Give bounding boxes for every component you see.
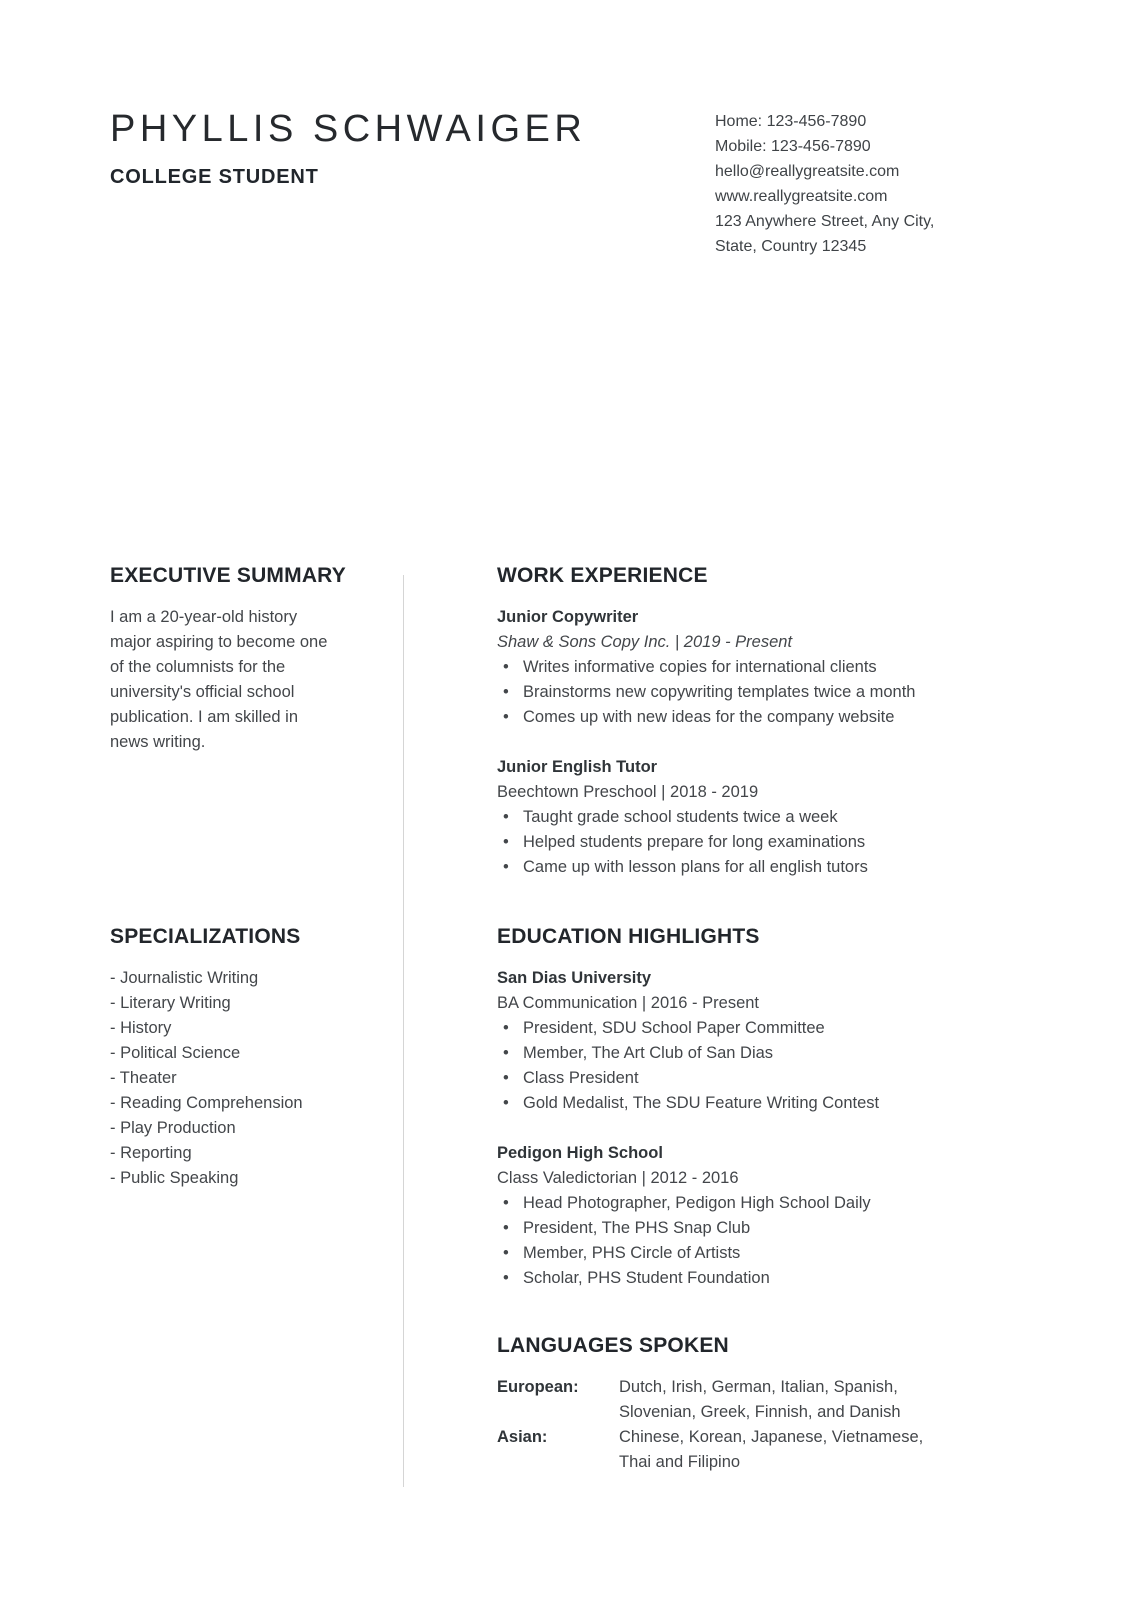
job-title: Junior Copywriter [497,608,639,626]
school-entry [497,1141,1042,1291]
job-bullet-list [497,655,1042,730]
contact-home-phone: Home: 123-456-7890 [715,113,867,130]
school-bullet: • Gold Medalist, The SDU Feature Writing Contest [497,1091,1042,1116]
school-bullet: • Member, PHS Circle of Artists [497,1241,1042,1266]
section-executive-summary [110,563,400,755]
specialization-item: - Play Production [110,1119,236,1137]
language-row [497,1375,1042,1425]
language-group-value [619,1375,959,1425]
school-degree-dates: Class Valedictorian | 2012 - 2016 [497,1169,739,1187]
specializations-list [110,966,400,1191]
section-work-experience [497,563,1042,880]
person-title: COLLEGE STUDENT [110,166,319,188]
specialization-item: - Reading Comprehension [110,1094,303,1112]
job-bullet: • Brainstorms new copywriting templates twice a month [497,680,1042,705]
specialization-item: - Journalistic Writing [110,969,259,987]
job-bullet-list [497,805,1042,880]
language-group-label: Asian: [497,1428,548,1446]
school-name: Pedigon High School [497,1144,663,1162]
language-group-label: European: [497,1378,579,1396]
school-bullet: • President, SDU School Paper Committee [497,1016,1042,1041]
job-bullet: • Taught grade school students twice a week [497,805,1042,830]
school-degree-dates: BA Communication | 2016 - Present [497,994,760,1012]
work-experience-heading: WORK EXPERIENCE [497,564,708,587]
language-value-line: Slovenian, Greek, Finnish, and Danish [619,1403,901,1421]
section-languages-spoken [497,1333,1042,1475]
language-value-line: Dutch, Irish, German, Italian, Spanish, [619,1378,898,1396]
section-education-highlights [497,924,1042,1291]
education-heading: EDUCATION HIGHLIGHTS [497,925,760,948]
school-entry [497,966,1042,1116]
languages-heading: LANGUAGES SPOKEN [497,1334,729,1357]
section-specializations [110,924,400,1191]
school-bullet-list [497,1016,1042,1116]
summary-line: I am a 20-year-old history [110,608,298,626]
summary-line: of the columnists for the [110,658,286,676]
job-company-dates: Beechtown Preschool | 2018 - 2019 [497,783,759,801]
specialization-item: - Literary Writing [110,994,231,1012]
school-bullet: • Head Photographer, Pedigon High School Daily [497,1191,1042,1216]
job-bullet: • Came up with lesson plans for all english tutors [497,855,1042,880]
language-row [497,1425,1042,1475]
job-entry [497,755,1042,880]
contact-mobile-phone: Mobile: 123-456-7890 [715,138,871,155]
contact-address-line1: 123 Anywhere Street, Any City, [715,213,935,230]
job-bullet: • Writes informative copies for international clients [497,655,1042,680]
summary-line: publication. I am skilled in [110,708,299,726]
contact-address-line2: State, Country 12345 [715,238,867,255]
job-title: Junior English Tutor [497,758,658,776]
specialization-item: - Theater [110,1069,177,1087]
specialization-item: - Reporting [110,1144,192,1162]
contact-email: hello@reallygreatsite.com [715,163,900,180]
summary-line: university's official school [110,683,295,701]
school-bullet: • President, The PHS Snap Club [497,1216,1042,1241]
specialization-item: - History [110,1019,172,1037]
school-bullet-list [497,1191,1042,1291]
person-name: PHYLLIS SCHWAIGER [110,108,587,150]
school-bullet: • Member, The Art Club of San Dias [497,1041,1042,1066]
executive-summary-heading: EXECUTIVE SUMMARY [110,564,346,587]
school-bullet: • Scholar, PHS Student Foundation [497,1266,1042,1291]
job-company-dates: Shaw & Sons Copy Inc. | 2019 - Present [497,633,793,651]
language-group-value [619,1425,959,1475]
specialization-item: - Public Speaking [110,1169,239,1187]
job-bullet: • Comes up with new ideas for the company website [497,705,1042,730]
specializations-heading: SPECIALIZATIONS [110,925,301,948]
job-bullet: • Helped students prepare for long examinations [497,830,1042,855]
job-entry [497,605,1042,730]
language-value-line: Thai and Filipino [619,1453,741,1471]
contact-website: www.reallygreatsite.com [715,188,888,205]
contact-block [715,109,934,259]
school-bullet: • Class President [497,1066,1042,1091]
summary-line: news writing. [110,733,206,751]
school-name: San Dias University [497,969,652,987]
column-divider [403,575,404,1487]
executive-summary-text [110,605,400,755]
specialization-item: - Political Science [110,1044,241,1062]
summary-line: major aspiring to become one [110,633,328,651]
language-value-line: Chinese, Korean, Japanese, Vietnamese, [619,1428,924,1446]
